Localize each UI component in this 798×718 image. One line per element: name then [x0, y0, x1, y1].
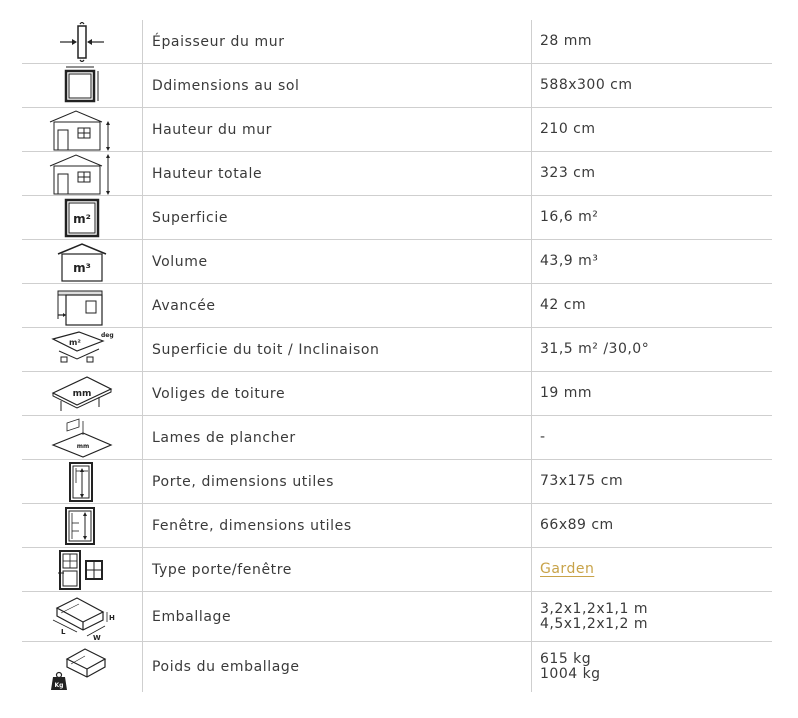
- total-height-icon: [22, 152, 143, 195]
- spec-row-area: [22, 196, 772, 240]
- spec-row-door-window-type: [22, 548, 772, 592]
- wall-height-icon: [22, 108, 143, 151]
- spec-label: Hauteur du mur: [143, 108, 532, 151]
- spec-value: [532, 240, 772, 283]
- spec-label: Emballage: [143, 592, 532, 641]
- wall-thickness-icon: [22, 20, 143, 63]
- spec-label: Hauteur totale: [143, 152, 532, 195]
- specifications-table: [22, 20, 772, 692]
- spec-label: Fenêtre, dimensions utiles: [143, 504, 532, 547]
- spec-value-line: 323 cm: [540, 165, 596, 181]
- spec-row-window: [22, 504, 772, 548]
- spec-value-line: 66x89 cm: [540, 517, 614, 533]
- roof-angle-icon-text: deg: [101, 331, 114, 339]
- spec-value-line: 588x300 cm: [540, 77, 633, 93]
- spec-label: Avancée: [143, 284, 532, 327]
- spec-label: Poids du emballage: [143, 642, 532, 692]
- spec-value-line: 43,9 m³: [540, 253, 599, 269]
- spec-value: [532, 504, 772, 547]
- roof-area-icon-text: m²: [69, 337, 81, 347]
- spec-value-line: 42 cm: [540, 297, 587, 313]
- door-window-type-icon: [22, 548, 143, 591]
- overhang-icon: [22, 284, 143, 327]
- floor-dimensions-icon: [22, 64, 143, 107]
- spec-value-line: 73x175 cm: [540, 473, 624, 489]
- spec-value-line: 28 mm: [540, 33, 593, 49]
- spec-label: Superficie du toit / Inclinaison: [143, 328, 532, 371]
- spec-row-volume: [22, 240, 772, 284]
- roof-area-icon: [22, 328, 143, 371]
- spec-value-line: 16,6 m²: [540, 209, 599, 225]
- spec-row-total-height: [22, 152, 772, 196]
- door-dimensions-icon: [22, 460, 143, 503]
- spec-row-door: [22, 460, 772, 504]
- spec-value: [532, 592, 772, 641]
- spec-value: [532, 548, 772, 591]
- spec-value: [532, 372, 772, 415]
- package-width-label: W: [93, 633, 101, 640]
- spec-value-line: 210 cm: [540, 121, 596, 137]
- spec-row-floor-dimensions: [22, 64, 772, 108]
- package-height-label: H: [109, 613, 115, 622]
- roof-boards-icon-text: mm: [72, 388, 92, 399]
- roof-boards-icon: [22, 372, 143, 415]
- spec-label: Volume: [143, 240, 532, 283]
- spec-row-overhang: [22, 284, 772, 328]
- spec-value: [532, 328, 772, 371]
- package-weight-icon-text: Kg: [54, 682, 64, 689]
- spec-value: [532, 284, 772, 327]
- spec-row-roof-area: [22, 328, 772, 372]
- spec-label: Type porte/fenêtre: [143, 548, 532, 591]
- spec-row-package-dimensions: [22, 592, 772, 642]
- garden-type-link[interactable]: Garden: [540, 561, 595, 577]
- spec-value: [532, 196, 772, 239]
- floor-boards-icon-text: mm: [76, 442, 90, 450]
- spec-value: [532, 416, 772, 459]
- spec-label: Lames de plancher: [143, 416, 532, 459]
- spec-label: Ddimensions au sol: [143, 64, 532, 107]
- spec-row-roof-boards: [22, 372, 772, 416]
- spec-value-line: 31,5 m² /30,0°: [540, 341, 650, 357]
- package-weight-icon: [22, 642, 143, 692]
- package-dimensions-icon: [22, 592, 143, 641]
- spec-value-line: 1004 kg: [540, 666, 601, 682]
- volume-icon: [22, 240, 143, 283]
- spec-value: [532, 642, 772, 692]
- spec-value: [532, 152, 772, 195]
- spec-value: [532, 108, 772, 151]
- spec-row-wall-thickness: [22, 20, 772, 64]
- window-dimensions-icon: [22, 504, 143, 547]
- spec-value-line: 3,2x1,2x1,1 m: [540, 600, 648, 617]
- spec-value: [532, 20, 772, 63]
- spec-value: [532, 460, 772, 503]
- spec-value-line: -: [540, 429, 546, 445]
- spec-value-line: 19 mm: [540, 385, 593, 401]
- spec-row-package-weight: [22, 642, 772, 692]
- spec-row-floor-boards: [22, 416, 772, 460]
- volume-icon-text: m³: [73, 260, 91, 275]
- spec-row-wall-height: [22, 108, 772, 152]
- spec-label: Porte, dimensions utiles: [143, 460, 532, 503]
- spec-label: Superficie: [143, 196, 532, 239]
- floor-boards-icon: [22, 416, 143, 459]
- spec-value: [532, 64, 772, 107]
- package-length-label: L: [61, 627, 66, 636]
- spec-value-line: 4,5x1,2x1,2 m: [540, 615, 648, 632]
- area-icon: [22, 196, 143, 239]
- spec-label: Voliges de toiture: [143, 372, 532, 415]
- spec-label: Épaisseur du mur: [143, 20, 532, 63]
- area-icon-text: m²: [73, 211, 91, 226]
- spec-value-line: 615 kg: [540, 651, 592, 667]
